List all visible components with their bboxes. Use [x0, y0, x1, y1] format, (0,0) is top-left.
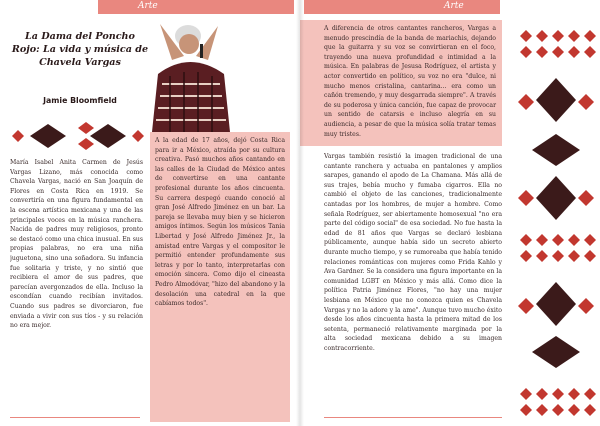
paragraph-biography: María Isabel Anita Carmen de Jesús Vargas Lizano, más conocida como Chavela Vargas, nació en San Joaquín de Flores en Costa Rica en 1919. Se convertiría en una figura fundamental en la escena artística mexicana y una de las principales voces en la música ranchera. Nacida de padres muy religiosos, pronto se destacó como una chica inusual. En sus propias palabras, no era una niña juguetona, sino una soñadora. Su infancia fue solitaria y triste, y no sintió que recibiera el amor de sus padres, que parecían avergonzados de ella. Incluso la escondían cuando recibían invitados. Cuando sus padres se divorciaron, fue enviada a vivir con sus tíos - y su relación no era mejor. [10, 159, 143, 330]
page-fold [296, 0, 304, 426]
paragraph-image: Vargas también resistió la imagen tradicional de una cantante ranchera y actuaba en pantalones y amplios sarapes, ganando el apodo de La Chamana. Más allá de sus trajes, bebía mucho y fumaba cigarros. Ella no cambió el objeto de las canciones, tradicionalmente cantadas por los hombres, de mujer a hombre. Como señala Rodríguez, ser abiertamente homosexual "no era parte del código social" de esa sociedad. No fue hasta la edad de 81 años que Vargas se declaró lesbiana públicamente, aunque había sido un secreto abierto durante mucho tiempo, y se rumoreaba que había tenido relaciones románticas con mujeres como Frida Kahlo y Ava Gardner. Se la considera una figura importante en la comunidad LGBT en México y más allá. Como dice la política Patria Jiménez Flores, "no hay una mujer lesbiana en México que no conozca quien es Chavela Vargas y no la adore y la ame". Aunque tuvo mucho éxito desde los años cincuenta hasta la primera mitad de los setenta, permaneció relativamente marginada por la alta sociedad mexicana debido a su imagen contracorriente. [324, 153, 502, 352]
section-header-bar-right [304, 0, 500, 14]
right-page [300, 0, 600, 426]
paragraph-career: A la edad de 17 años, dejó Costa Rica para ir a México, atraída por su cultura creativa. Pasó muchos años cantando en las calles de la Ciudad de México antes de convertirse en una cantante profesional durante los años cincuenta. Su carrera despegó cuando conoció al gran José Alfredo Jiménez en un bar. La pareja se llevaba muy bien y se hicieron amigos íntimos. Según los músicos Tania Libertad y José Alfredo Jiménez Jr., la amistad entre Vargas y el compositor le permitió entender profundamente sus letras y por lo tanto, interpretarlas con emoción sincera. Como dijo el cineasta Pedro Almodóvar, "hizo del abandono y la desolación una catedral en la que cabíamos todos". [155, 137, 285, 308]
right-column-2 [324, 152, 502, 414]
section-label: Arte [138, 1, 158, 11]
section-header-bar [98, 0, 294, 14]
paragraph-voice: A diferencia de otros cantantes rancheros, Vargas a menudo prescindía de la banda de mariachis, dejando que la guitarra y su voz se convirtieran en el foco, trayendo una nueva profundidad e intimidad a la música. En palabras de Jesusa Rodríguez, el artista y actor convertido en político, su voz no era "dulce, ni mucho menos cristalina, cantarina... era como un cañón tremendo, y muy desgarrada siempre". A través de su poderosa y única canción, fue capaz de provocar un sentido de catarsis e incluso alegría en su audiencia, a pesar de que la música solía tratar temas muy tristes. [324, 25, 496, 138]
decorative-pattern-small [12, 118, 144, 154]
article-author: Jamie Bloomfield [43, 96, 117, 105]
article-title: La Dama del Poncho Rojo: La vida y música de Chavela Vargas [11, 31, 149, 68]
singer-photo [150, 14, 232, 132]
bottom-rule-right [324, 417, 502, 418]
left-column-2 [150, 132, 290, 422]
decorative-pattern-strip [512, 30, 598, 420]
section-label-right: Arte [444, 1, 464, 11]
left-column-1 [10, 158, 143, 396]
bottom-rule [10, 417, 140, 418]
right-column-1 [300, 20, 502, 146]
